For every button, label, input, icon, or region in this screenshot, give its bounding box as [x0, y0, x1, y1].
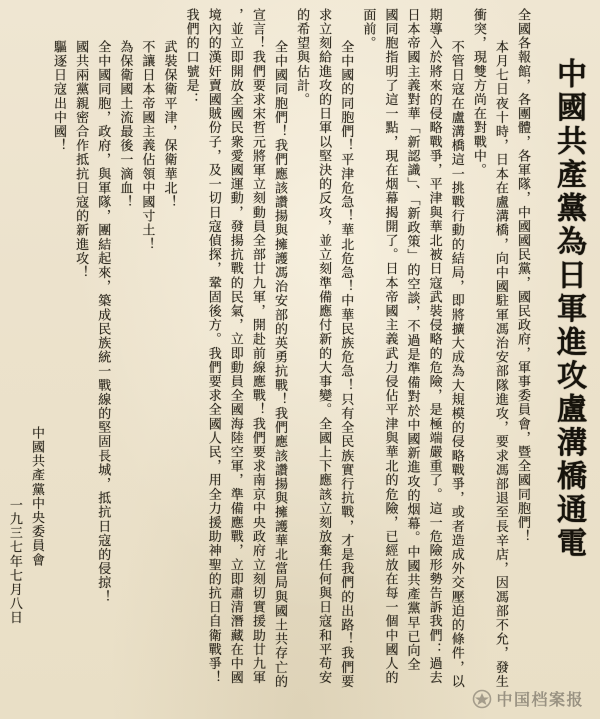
text-column: 不管日寇在盧溝橋這一挑戰行動的結局，即將擴大成為大規模的侵略戰爭，或者造成外交壓迫的條件，以	[449, 40, 465, 689]
text-column: 的希望與估計。	[295, 8, 311, 107]
slogan-column: 驅逐日寇出中國！	[52, 40, 68, 153]
text-column: 衝突，現雙方尚在對戰中。	[471, 8, 487, 178]
slogan-column: 全中國同胞，政府，與軍隊，團結起來，築成民族統一戰線的堅固長城，抵抗日寇的侵掠！	[96, 40, 112, 604]
slogan-column: 不讓日本帝國主義佔領中國寸土！	[140, 40, 156, 252]
document-title: 中國共產黨為日軍進攻盧溝橋通電	[552, 58, 585, 561]
text-column: 宣言！我們要求宋哲元將軍立刻動員全部廿九軍，開赴前線應戰！我們要求南京中央政府立刻切實援助廿九軍	[250, 8, 266, 685]
watermark	[472, 687, 584, 710]
date-column: 一九三七年七月八日	[7, 498, 23, 625]
text-column: 全國各報館，各團體，各軍隊，中國國民黨，國民政府，軍事委員會，暨全國同胞們！	[516, 8, 531, 544]
text-column: 本月七日夜十時，日本在盧溝橋，向中國駐軍馮治安部隊進攻，要求馮部退至長辛店，因馮部不允，發生	[493, 40, 509, 689]
archives-logo-icon	[472, 689, 492, 709]
text-column: 國同胞指明了這一點，現在烟幕揭開了。日本帝國主義武力侵佔平津與華北的危險，已經放在每一個中國人的	[383, 8, 399, 685]
slogan-column: 武裝保衛平津，保衛華北！	[162, 40, 178, 210]
text-column: 面前。	[361, 8, 377, 51]
signature-column: 中國共產黨中央委員會	[29, 426, 45, 567]
text-column: 全中國的同胞們！平津危急！華北危急！中華民族危急！只有全民族實行抗戰，才是我們的出路！我們要	[339, 40, 355, 689]
text-column: 我們的口號是：	[184, 8, 200, 107]
slogan-column: 為保衛國土流最後一滴血！	[118, 40, 134, 210]
watermark-label: 中国档案报	[496, 692, 584, 709]
text-column: 日本帝國主義對華「新認識」、「新政策」的空談，不過是準備對於中國新進攻的烟幕。中國共產黨早已向全	[405, 8, 421, 672]
text-column: 求立刻給進攻的日軍以堅決的反攻，並立刻準備應付新的大事變。全國上下應該立刻放棄任何與日寇和平苟安	[317, 8, 333, 685]
text-column: ，並立即開放全國民衆愛國運動，發揚抗戰的民氣，立即動員全國海陸空軍，準備應戰，立即肅清潛藏在中國	[228, 8, 244, 685]
text-column: 全中國同胞們！我們應該讚揚與擁護馮治安部的英勇抗戰！我們應該讚揚與擁護華北當局與國土共存亡的	[272, 40, 288, 689]
text-column: 境內的漢奸賣國賊份子，及一切日寇偵探，鞏固後方。我們要求全國人民，用全力援助神聖的抗日自衛戰爭！	[206, 8, 222, 685]
text-column: 期導入於將來的侵略戰爭，平津與華北被日寇武裝侵略的危險，是極端嚴重了。這一危險形勢告訴我們：過去	[427, 8, 443, 685]
slogan-column: 國共兩黨親密合作抵抗日寇的新進攻！	[74, 40, 90, 280]
